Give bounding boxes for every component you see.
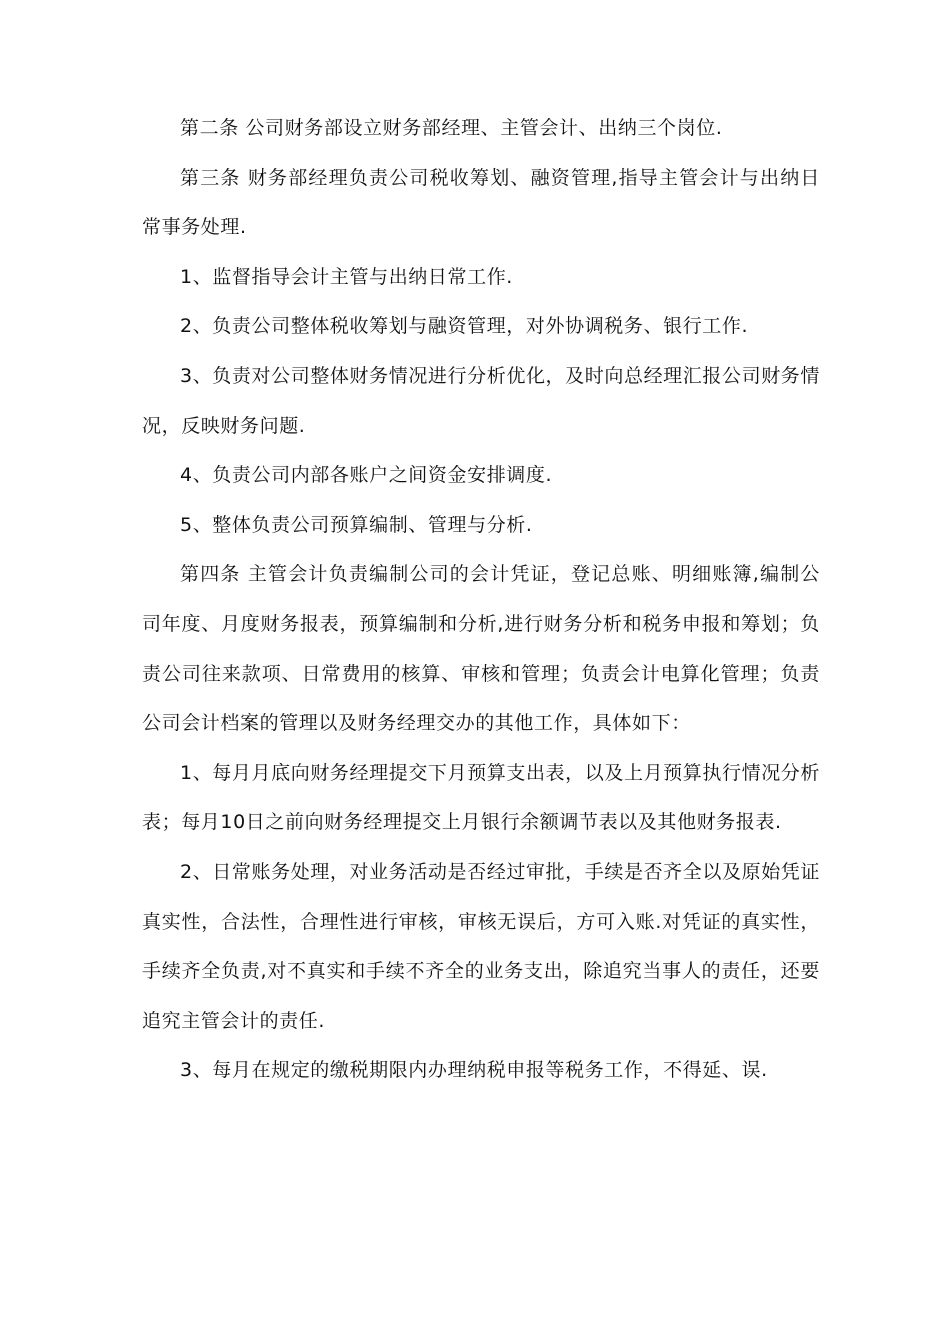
article-2-paragraph: 第二条 公司财务部设立财务部经理、主管会计、出纳三个岗位. bbox=[180, 117, 723, 139]
document-body bbox=[142, 104, 820, 1096]
article-4-item-2: 2、日常账务处理，对业务活动是否经过审批，手续是否齐全以及原始凭证真实性，合法性，合理性进行审核，审核无误后，方可入账.对凭证的真实性，手续齐全负责,对不真实和手续不齐全的业务支出，除追究当事人的责任，还要追究主管会计的责任. bbox=[142, 860, 820, 1032]
article-3-item-4: 4、负责公司内部各账户之间资金安排调度. bbox=[180, 464, 553, 487]
article-3-paragraph: 第三条 财务部经理负责公司税收筹划、融资管理,指导主管会计与出纳日常事务处理. bbox=[142, 166, 820, 239]
article-3-item-1: 1、监督指导会计主管与出纳日常工作. bbox=[180, 265, 513, 288]
article-3-item-5: 5、整体负责公司预算编制、管理与分析. bbox=[180, 513, 533, 536]
article-4-paragraph: 第四条 主管会计负责编制公司的会计凭证，登记总账、明细账簿,编制公司年度、月度财务报表，预算编制和分析,进行财务分析和税务申报和筹划；负责公司往来款项、日常费用的核算、审核和管理；负责会计电算化管理；负责公司会计档案的管理以及财务经理交办的其他工作，具体如下： bbox=[142, 563, 820, 735]
article-4-item-3: 3、每月在规定的缴税期限内办理纳税申报等税务工作，不得延、误. bbox=[180, 1059, 768, 1082]
article-4-item-1: 1、每月月底向财务经理提交下月预算支出表，以及上月预算执行情况分析表；每月10日之前向财务经理提交上月银行余额调节表以及其他财务报表. bbox=[142, 761, 820, 834]
article-3-item-3: 3、负责对公司整体财务情况进行分析优化，及时向总经理汇报公司财务情况，反映财务问题. bbox=[142, 364, 820, 437]
article-3-item-2: 2、负责公司整体税收筹划与融资管理，对外协调税务、银行工作. bbox=[180, 315, 749, 338]
